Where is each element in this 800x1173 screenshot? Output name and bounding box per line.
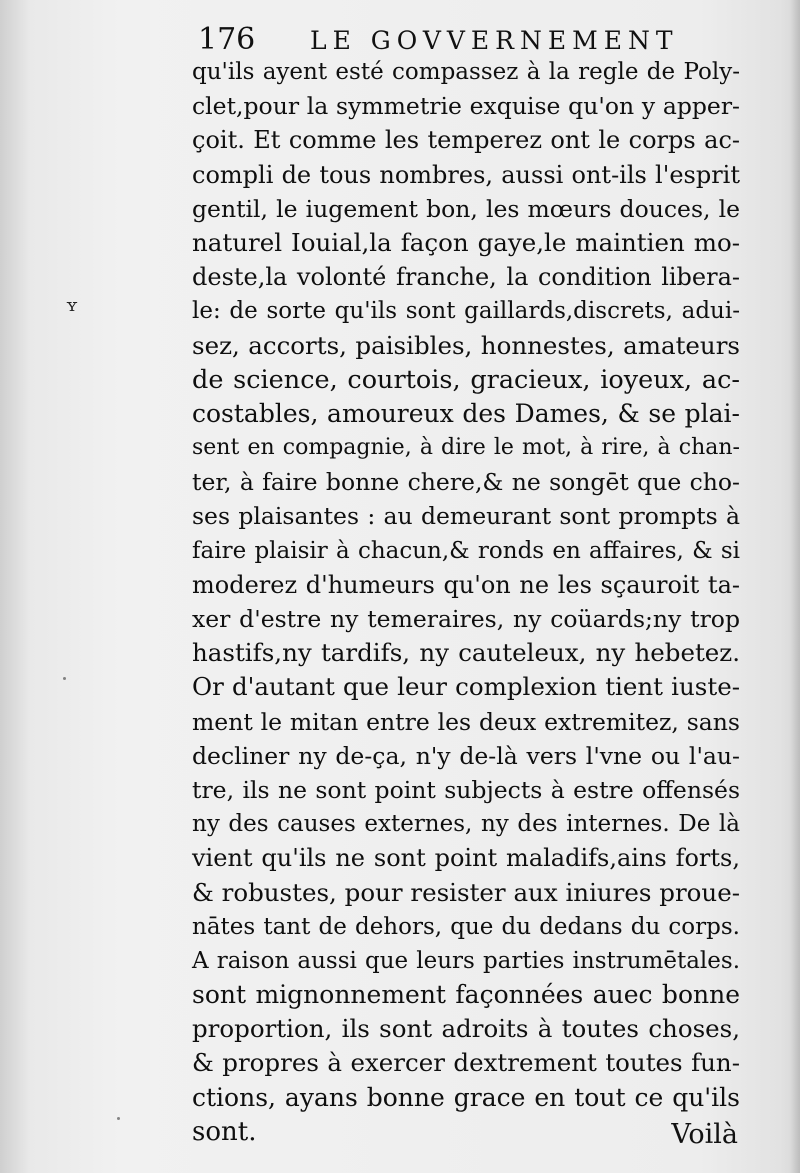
text-line: vient qu'ils ne sont point maladifs,ains forts,: [192, 844, 740, 873]
page-header: [198, 20, 748, 60]
text-line: hastifs,ny tardifs, ny cauteleux, ny hebetez.: [192, 638, 740, 668]
text-line: sent en compagnie, à dire le mot, à rire, à chan-: [192, 435, 740, 461]
text-line: ment le mitan entre les deux extremitez, sans: [192, 707, 740, 736]
text-line: sont.: [192, 1116, 257, 1147]
text-line: deste,la volonté franche, la condition libera-: [192, 263, 740, 292]
running-head: LE GOVVERNEMENT: [310, 26, 679, 55]
text-line: ctions, ayans bonne grace en tout ce qu'ils: [192, 1082, 740, 1112]
text-line: & robustes, pour resister aux iniures proue-: [192, 877, 740, 907]
catchword: Voilà: [671, 1119, 738, 1150]
page-edge-shadow: [790, 0, 800, 1173]
text-line: qu'ils ayent esté compassez à la regle de Poly-: [192, 59, 740, 85]
text-line: le: de sorte qu'ils sont gaillards,discrets, adui-: [192, 298, 740, 325]
text-line: moderez d'humeurs qu'on ne les sçauroit ta-: [192, 570, 740, 599]
text-line: sez, accorts, paisibles, honnestes, amateurs: [192, 330, 740, 360]
text-line: & propres à exercer dextrement toutes fun-: [192, 1048, 740, 1078]
text-line: nātes tant de dehors, que du dedans du corps.: [192, 913, 740, 940]
marginal-mark: ʏ: [66, 295, 78, 316]
text-line: sont mignonnement façonnées auec bonne: [192, 980, 740, 1010]
body-text: [192, 55, 740, 1149]
text-line: naturel Iouial,la façon gaye,le maintien mo-: [192, 227, 740, 257]
page-number: 176: [198, 22, 256, 57]
text-line: decliner ny de-ça, n'y de-là vers l'vne ou l'au-: [192, 741, 740, 770]
text-line: ses plaisantes : au demeurant sont prompts à: [192, 502, 740, 531]
text-line: proportion, ils sont adroits à toutes choses,: [192, 1014, 740, 1044]
text-line: çoit. Et comme les temperez ont le corps ac-: [192, 126, 740, 155]
text-line: compli de tous nombres, aussi ont-ils l'esprit: [192, 160, 740, 189]
ink-speck: [117, 1117, 120, 1120]
text-line: A raison aussi que leurs parties instrumētales.: [192, 947, 740, 974]
text-line: ny des causes externes, ny des internes. De là: [192, 811, 740, 838]
text-line: Or d'autant que leur complexion tient iuste-: [192, 672, 740, 702]
text-line: clet,pour la symmetrie exquise qu'on y apper-: [192, 92, 740, 121]
text-line: xer d'estre ny temeraires, ny coüards;ny trop: [192, 605, 740, 633]
text-line: gentil, le iugement bon, les mœurs douces, le: [192, 194, 740, 223]
text-line: ter, à faire bonne chere,& ne songēt que cho-: [192, 468, 740, 497]
text-line: de science, courtois, gracieux, ioyeux, ac-: [192, 364, 740, 395]
text-line: costables, amoureux des Dames, & se plai-: [192, 398, 740, 428]
ink-speck: [63, 677, 66, 680]
text-line: faire plaisir à chacun,& ronds en affaires, & si: [192, 537, 740, 564]
text-line: tre, ils ne sont point subjects à estre offensés: [192, 775, 740, 804]
